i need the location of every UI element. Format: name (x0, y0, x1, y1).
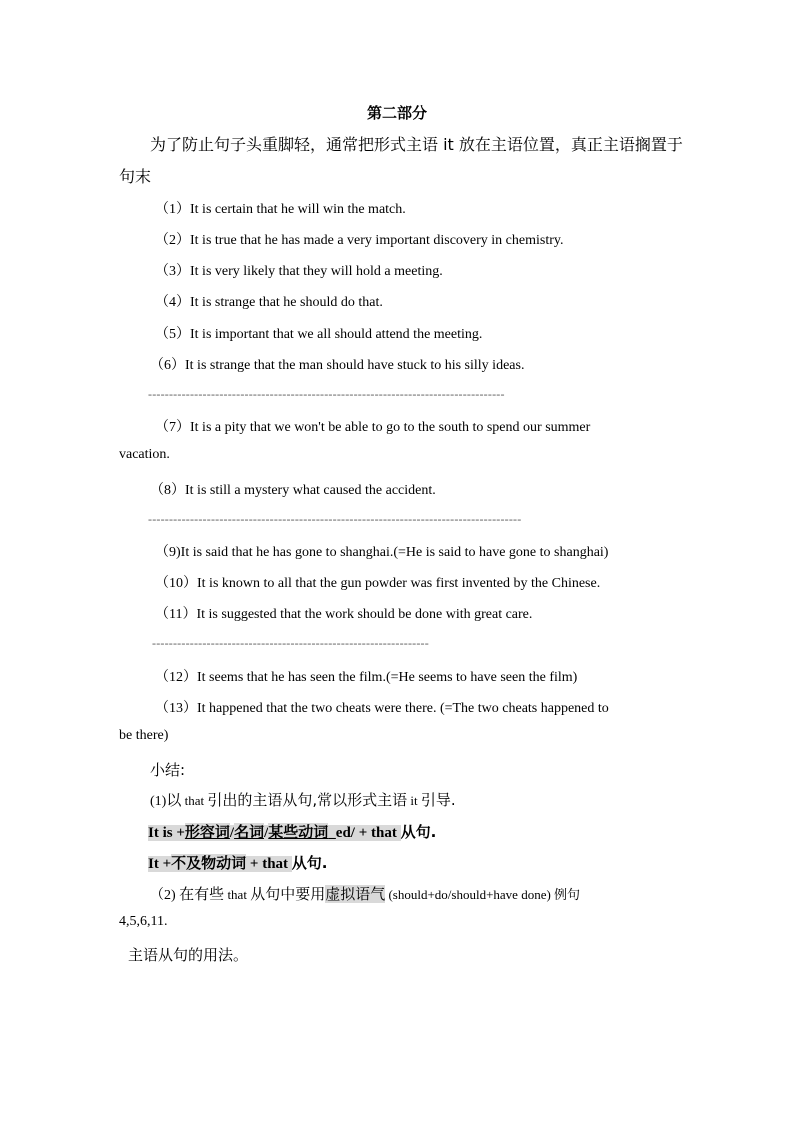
divider-line: ------------------------------------------------------------------ (152, 636, 429, 650)
pattern-part: It + (148, 856, 172, 872)
pattern-part: It is + (148, 825, 185, 841)
point-number: (1) (150, 794, 167, 809)
intro-line: 句末 (119, 167, 152, 186)
example-sentence: （10）It is known to all that the gun powder was first invented by the Chinese. (155, 576, 601, 591)
pattern-part: 名词 (234, 823, 265, 841)
summary-point-2 (150, 883, 580, 904)
point-text: 引出的主语从句,常以形式主语 (207, 791, 408, 809)
point-text: that (181, 793, 208, 808)
pattern-part: / (264, 825, 269, 841)
summary-point-1 (150, 789, 456, 810)
example-sentence: （12）It seems that he has seen the film.(=He seems to have seen the film) (155, 670, 578, 685)
pattern-part: 某些动词 (268, 823, 329, 841)
pattern-part: 形容词 (184, 823, 230, 841)
point-text: (should+do/should+have done) 例句 (385, 887, 581, 902)
summary-heading: 小结: (150, 761, 186, 779)
grammar-pattern-2 (148, 852, 328, 873)
example-sentence: vacation. (119, 447, 170, 462)
pattern-part: 从句. (291, 854, 328, 872)
example-sentence: （8）It is still a mystery what caused the accident. (150, 483, 436, 498)
pattern-part: 不及物动词 (171, 854, 247, 872)
summary-point-2-continued: 4,5,6,11. (119, 914, 168, 929)
example-sentence: be there) (119, 728, 169, 743)
pattern-part: 从句. (400, 823, 437, 841)
example-sentence: （13）It happened that the two cheats were there. (=The two cheats happened to (155, 701, 609, 716)
example-sentence: （7）It is a pity that we won't be able to go to the south to spend our summer (155, 420, 591, 435)
grammar-pattern-1 (148, 821, 436, 842)
pattern-part: / (229, 825, 235, 841)
example-sentence: （4）It is strange that he should do that. (155, 295, 383, 310)
example-sentence: （9)It is said that he has gone to shanghai.(=He is said to have gone to shanghai) (155, 545, 609, 560)
divider-line: ------------------------------------------------------------------------------------- (148, 387, 505, 401)
closing-line: 主语从句的用法。 (128, 946, 249, 964)
pattern-part: _ed/ + that (328, 825, 401, 841)
example-sentence: （6）It is strange that the man should have stuck to his silly ideas. (150, 358, 525, 373)
point-number: （2) (150, 888, 180, 903)
page-title: 第二部分 (366, 104, 427, 122)
example-sentence: （2）It is true that he has made a very important discovery in chemistry. (155, 233, 564, 248)
intro-line: 为了防止句子头重脚轻，通常把形式主语 it 放在主语位置，真正主语搁置于 (150, 135, 683, 154)
pattern-part: + that (246, 856, 292, 872)
point-text: 引导. (420, 791, 456, 809)
point-text: 虚拟语气 (325, 885, 386, 903)
point-text: 以 (166, 791, 182, 809)
point-text: that (224, 887, 251, 902)
divider-line: ----------------------------------------------------------------------------------------- (148, 512, 522, 526)
example-sentence: （3）It is very likely that they will hold a meeting. (155, 264, 443, 279)
example-sentence: （11）It is suggested that the work should be done with great care. (155, 607, 533, 622)
example-sentence: （5）It is important that we all should attend the meeting. (155, 327, 483, 342)
example-sentence: （1）It is certain that he will win the match. (155, 202, 406, 217)
point-text: 从句中要用 (250, 885, 326, 903)
point-text: it (407, 793, 421, 808)
point-text: 在有些 (179, 885, 225, 903)
